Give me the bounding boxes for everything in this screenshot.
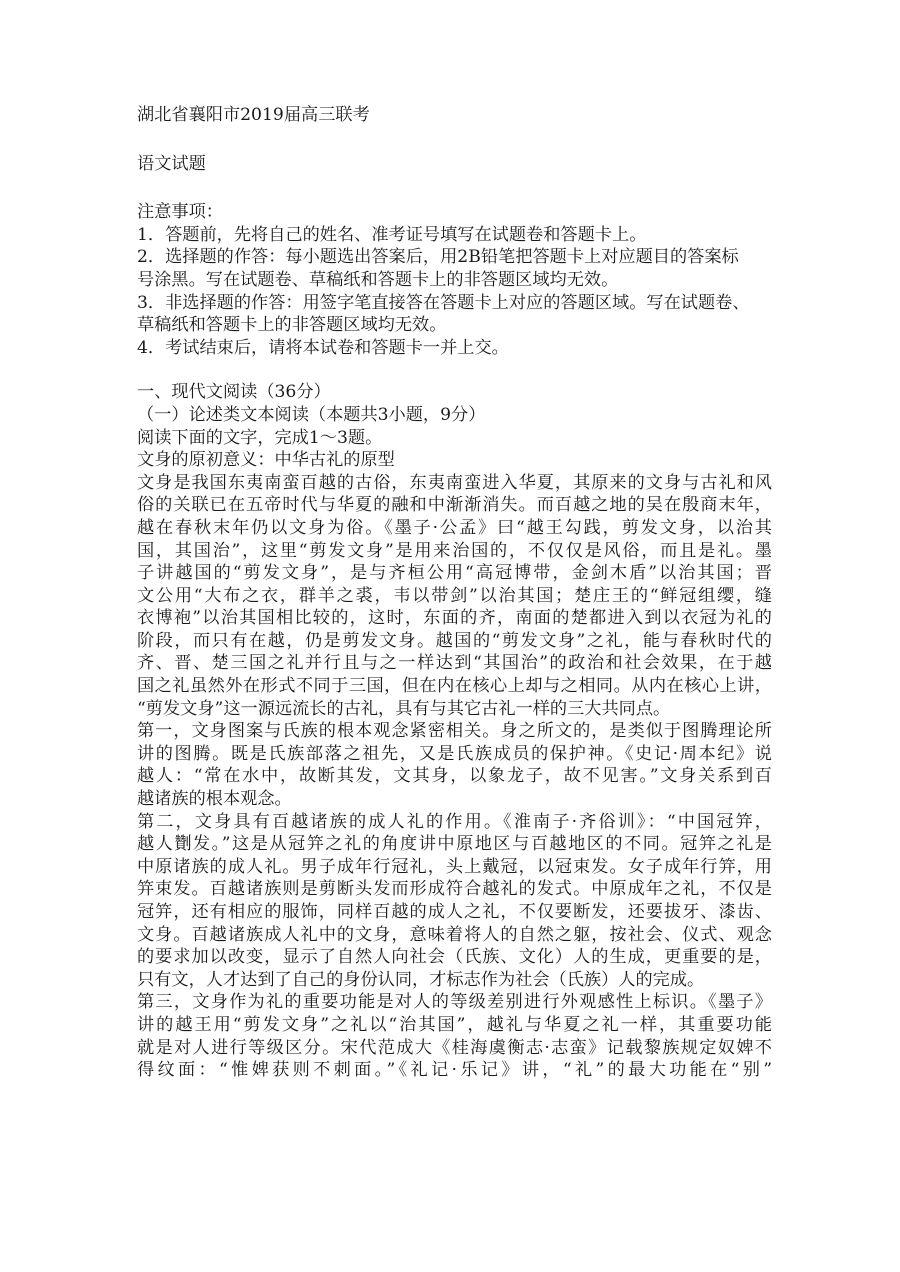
article-line: 讲的越王用“剪发文身”之礼以“治其国”，越礼与华夏之礼一样，其重要功能 — [137, 1014, 772, 1035]
instruction-line: 2．选择题的作答：每小题选出答案后，用2B铅笔把答题卡上对应题目的答案标 — [137, 247, 739, 268]
article-line: 第二，文身具有百越诸族的成人礼的作用。《淮南子·齐俗训》：“中国冠笄， — [137, 811, 772, 832]
document-body — [137, 104, 772, 1082]
article-line: 俗的关联已在五帝时代与华夏的融和中渐渐消失。而百越之地的吴在殷商末年， — [137, 495, 772, 516]
instructions-title: 注意事项： — [137, 202, 223, 223]
article-line: 第三，文身作为礼的重要功能是对人的等级差别进行外观感性上标识。《墨子》 — [137, 992, 772, 1013]
article-line: 就是对人进行等级区分。宋代范成大《桂海虞衡志·志蛮》记载黎族规定奴婢不 — [137, 1037, 772, 1058]
article-line: 中原诸族的成人礼。男子成年行冠礼，头上戴冠，以冠束发。女子成年行笄，用 — [137, 856, 772, 877]
subject-title: 语文试题 — [137, 153, 206, 174]
article-line: 得纹面：“惟婢获则不刺面。”《礼记·乐记》讲，“礼”的最大功能在“别” — [137, 1060, 772, 1081]
instruction-line: 号涂黑。写在试题卷、草稿纸和答题卡上的非答题区域均无效。 — [137, 269, 619, 290]
article-line: 阶段，而只有在越，仍是剪发文身。越国的“剪发文身”之礼，能与春秋时代的 — [137, 630, 772, 651]
instruction-line: 4．考试结束后，请将本试卷和答题卡一并上交。 — [137, 337, 509, 358]
article-line: 笄束发。百越诸族则是剪断头发而形成符合越礼的发式。中原成年之礼，不仅是 — [137, 879, 772, 900]
instructions-block — [137, 201, 772, 359]
instruction-line: 3．非选择题的作答：用签字笔直接答在答题卡上对应的答题区域。写在试题卷、 — [137, 292, 750, 313]
article-line: 越人劗发。”这是从冠笄之礼的角度讲中原地区与百越地区的不同。冠笄之礼是 — [137, 834, 772, 855]
article-line: 文公用“大布之衣，群羊之裘，韦以带剑”以治其国；楚庄王的“鲜冠组缨，缝 — [137, 585, 772, 606]
article-line: 越诸族的根本观念。 — [137, 789, 292, 810]
article-line: 文身。百越诸族成人礼中的文身，意味着将人的自然之躯，按社会、仪式、观念 — [137, 924, 772, 945]
article-line: 国，其国治”，这里“剪发文身”是用来治国的，不仅仅是风俗，而且是礼。墨 — [137, 540, 772, 561]
article-line: 越人：“常在水中，故断其发，文其身，以象龙子，故不见害。”文身关系到百 — [137, 766, 772, 787]
article-line: 第一，文身图案与氏族的根本观念紧密相关。身之所文的，是类似于图腾理论所 — [137, 721, 772, 742]
article-line: 只有文，人才达到了自己的身份认同，才标志作为社会（氏族）人的完成。 — [137, 969, 705, 990]
article-line: 文身是我国东夷南蛮百越的古俗，东夷南蛮进入华夏，其原来的文身与古礼和风 — [137, 472, 772, 493]
exam-title: 湖北省襄阳市2019届高三联考 — [137, 105, 370, 125]
article-line: 齐、晋、楚三国之礼并行且与之一样达到“其国治”的政治和社会效果，在于越 — [137, 653, 772, 674]
article-title: 文身的原初意义：中华古礼的原型 — [137, 450, 395, 471]
article-line: 子讲越国的“剪发文身”，是与齐桓公用“高冠博带，金剑木盾”以治其国；晋 — [137, 563, 772, 584]
section-subheading: （一）论述类文本阅读（本题共3小题，9分） — [137, 404, 486, 425]
article-line: 冠笄，还有相应的服饰，同样百越的成人之礼，不仅要断发，还要拔牙、漆齿、 — [137, 902, 772, 922]
article-line: 衣博袍”以治其国相比较的，这时，东面的齐，南面的楚都进入到以衣冠为礼的 — [137, 608, 772, 629]
instruction-line: 1．答题前，先将自己的姓名、准考证号填写在试题卷和答题卡上。 — [137, 224, 647, 245]
article-line: 讲的图腾。既是氏族部落之祖先，又是氏族成员的保护神。《史记·周本纪》说 — [137, 743, 772, 764]
article-line: 的要求加以改变，显示了自然人向社会（氏族、文化）人的生成，更重要的是， — [137, 947, 772, 968]
section-heading: 一、现代文阅读（36分） — [137, 382, 331, 403]
instruction-line: 草稿纸和答题卡上的非答题区域均无效。 — [137, 315, 447, 336]
article-line: 越在春秋末年仍以文身为俗。《墨子·公孟》曰“越王勾践，剪发文身，以治其 — [137, 517, 772, 538]
reading-prompt: 阅读下面的文字，完成1～3题。 — [137, 427, 383, 448]
article-line: “剪发文身”这一源远流长的古礼，具有与其它古礼一样的三大共同点。 — [137, 698, 671, 719]
article-line: 国之礼虽然外在形式不同于三国，但在内在核心上却与之相同。从内在核心上讲， — [137, 676, 772, 697]
article-text — [137, 472, 772, 1082]
